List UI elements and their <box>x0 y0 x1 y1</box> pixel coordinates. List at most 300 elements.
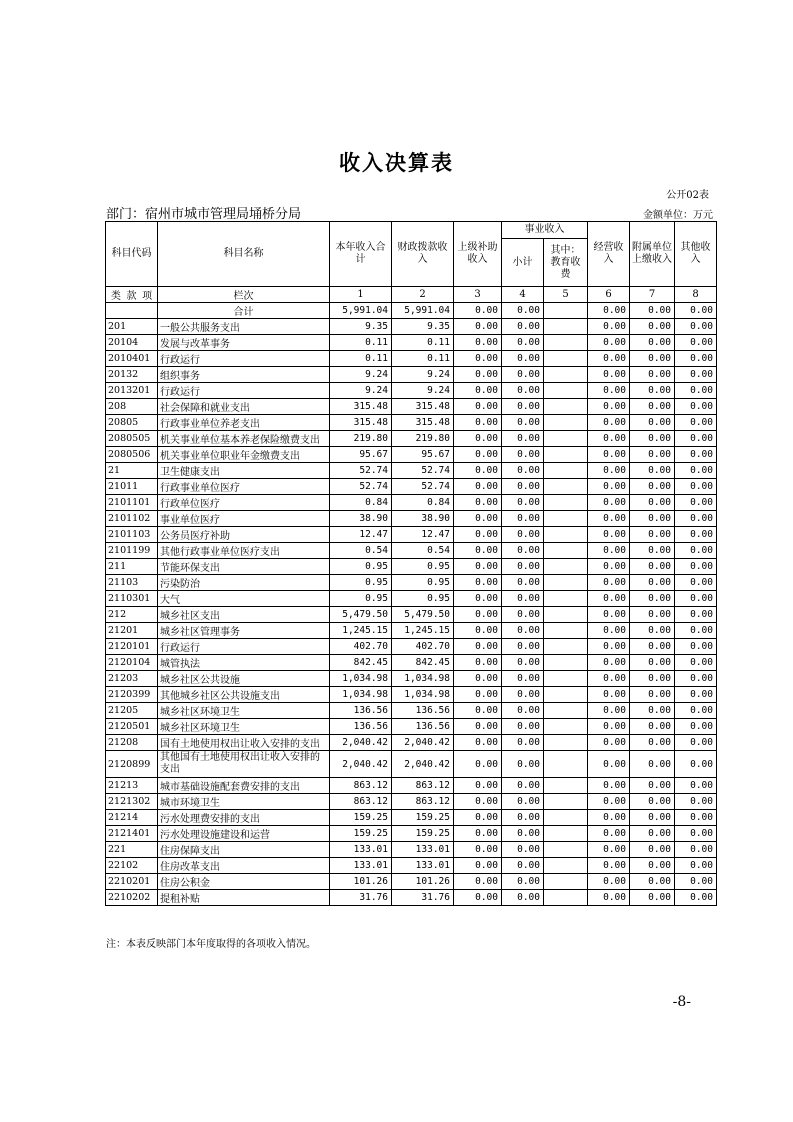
row-name: 城乡社区环境卫生 <box>158 703 330 719</box>
row-other: 0.00 <box>675 351 717 367</box>
row-operating: 0.00 <box>588 351 630 367</box>
row-business-subtotal: 0.00 <box>502 858 544 874</box>
row-fiscal: 863.12 <box>392 794 454 810</box>
row-business-edu <box>544 559 588 575</box>
table-row <box>106 719 717 735</box>
table-row <box>106 623 717 639</box>
row-fiscal: 0.95 <box>392 591 454 607</box>
row-other: 0.00 <box>675 810 717 826</box>
header-lei: 类 <box>110 291 121 302</box>
row-total: 38.90 <box>330 511 392 527</box>
row-fiscal: 2,040.42 <box>392 735 454 751</box>
row-affiliated: 0.00 <box>630 447 675 463</box>
row-name: 住房改革支出 <box>158 858 330 874</box>
row-business-edu <box>544 607 588 623</box>
row-subsidy: 0.00 <box>454 575 502 591</box>
row-other: 0.00 <box>675 858 717 874</box>
row-business-edu <box>544 351 588 367</box>
row-other: 0.00 <box>675 874 717 890</box>
table-row <box>106 751 717 778</box>
row-subsidy: 0.00 <box>454 735 502 751</box>
row-business-subtotal: 0.00 <box>502 826 544 842</box>
row-subsidy: 0.00 <box>454 559 502 575</box>
row-operating: 0.00 <box>588 687 630 703</box>
row-affiliated: 0.00 <box>630 671 675 687</box>
row-affiliated: 0.00 <box>630 495 675 511</box>
row-name: 其他城乡社区公共设施支出 <box>158 687 330 703</box>
row-total: 95.67 <box>330 447 392 463</box>
row-fiscal: 133.01 <box>392 842 454 858</box>
table-body <box>106 303 717 906</box>
table-row <box>106 655 717 671</box>
row-name: 行政运行 <box>158 351 330 367</box>
header-name: 科目名称 <box>158 222 330 287</box>
row-other: 0.00 <box>675 511 717 527</box>
row-other: 0.00 <box>675 527 717 543</box>
row-affiliated: 0.00 <box>630 575 675 591</box>
row-operating: 0.00 <box>588 511 630 527</box>
row-business-subtotal: 0.00 <box>502 495 544 511</box>
row-operating: 0.00 <box>588 495 630 511</box>
row-total: 1,034.98 <box>330 671 392 687</box>
row-affiliated: 0.00 <box>630 335 675 351</box>
total-label: 合计 <box>158 303 330 319</box>
row-subsidy: 0.00 <box>454 543 502 559</box>
row-fiscal: 38.90 <box>392 511 454 527</box>
row-total: 0.11 <box>330 335 392 351</box>
row-affiliated: 0.00 <box>630 719 675 735</box>
row-fiscal: 402.70 <box>392 639 454 655</box>
row-affiliated: 0.00 <box>630 810 675 826</box>
row-business-subtotal: 0.00 <box>502 575 544 591</box>
row-subsidy: 0.00 <box>454 351 502 367</box>
total-value: 5,991.04 <box>330 303 392 319</box>
row-other: 0.00 <box>675 623 717 639</box>
row-fiscal: 219.80 <box>392 431 454 447</box>
row-affiliated: 0.00 <box>630 591 675 607</box>
row-code: 2120399 <box>106 687 158 703</box>
row-business-subtotal: 0.00 <box>502 687 544 703</box>
table-row <box>106 874 717 890</box>
row-code: 2210202 <box>106 890 158 906</box>
col-index: 1 <box>330 287 392 303</box>
row-business-edu <box>544 495 588 511</box>
row-other: 0.00 <box>675 703 717 719</box>
row-affiliated: 0.00 <box>630 874 675 890</box>
row-business-edu <box>544 826 588 842</box>
row-code: 21213 <box>106 778 158 794</box>
row-subsidy: 0.00 <box>454 591 502 607</box>
table-row <box>106 842 717 858</box>
row-subsidy: 0.00 <box>454 794 502 810</box>
row-name: 城市环境卫生 <box>158 794 330 810</box>
row-code: 21103 <box>106 575 158 591</box>
row-name: 城乡社区公共设施 <box>158 671 330 687</box>
total-value: 5,991.04 <box>392 303 454 319</box>
row-total: 0.11 <box>330 351 392 367</box>
row-affiliated: 0.00 <box>630 415 675 431</box>
row-business-subtotal: 0.00 <box>502 751 544 778</box>
row-operating: 0.00 <box>588 890 630 906</box>
row-fiscal: 159.25 <box>392 810 454 826</box>
col-index: 4 <box>502 287 544 303</box>
row-name: 大气 <box>158 591 330 607</box>
row-business-subtotal: 0.00 <box>502 703 544 719</box>
row-business-edu <box>544 794 588 810</box>
page-number: -8- <box>672 994 691 1010</box>
row-other: 0.00 <box>675 655 717 671</box>
row-subsidy: 0.00 <box>454 479 502 495</box>
row-other: 0.00 <box>675 735 717 751</box>
row-subsidy: 0.00 <box>454 623 502 639</box>
row-operating: 0.00 <box>588 826 630 842</box>
row-business-subtotal: 0.00 <box>502 415 544 431</box>
row-subsidy: 0.00 <box>454 639 502 655</box>
row-affiliated: 0.00 <box>630 431 675 447</box>
row-business-subtotal: 0.00 <box>502 874 544 890</box>
col-index: 3 <box>454 287 502 303</box>
row-affiliated: 0.00 <box>630 735 675 751</box>
table-row <box>106 591 717 607</box>
row-total: 315.48 <box>330 415 392 431</box>
row-affiliated: 0.00 <box>630 511 675 527</box>
row-subsidy: 0.00 <box>454 607 502 623</box>
row-total: 2,040.42 <box>330 751 392 778</box>
total-value: 0.00 <box>454 303 502 319</box>
row-other: 0.00 <box>675 842 717 858</box>
row-business-subtotal: 0.00 <box>502 511 544 527</box>
row-business-edu <box>544 335 588 351</box>
row-business-edu <box>544 399 588 415</box>
header-xiang: 项 <box>142 291 153 302</box>
row-name: 城乡社区环境卫生 <box>158 719 330 735</box>
row-business-edu <box>544 671 588 687</box>
row-other: 0.00 <box>675 543 717 559</box>
row-business-subtotal: 0.00 <box>502 479 544 495</box>
row-business-edu <box>544 543 588 559</box>
row-operating: 0.00 <box>588 639 630 655</box>
row-name: 污水处理设施建设和运营 <box>158 826 330 842</box>
row-operating: 0.00 <box>588 623 630 639</box>
row-total: 0.54 <box>330 543 392 559</box>
row-code: 2080506 <box>106 447 158 463</box>
row-operating: 0.00 <box>588 575 630 591</box>
row-operating: 0.00 <box>588 399 630 415</box>
row-code: 2210201 <box>106 874 158 890</box>
row-code: 22102 <box>106 858 158 874</box>
row-other: 0.00 <box>675 431 717 447</box>
row-business-subtotal: 0.00 <box>502 319 544 335</box>
row-name: 机关事业单位基本养老保险缴费支出 <box>158 431 330 447</box>
row-total: 136.56 <box>330 719 392 735</box>
row-business-edu <box>544 511 588 527</box>
row-code: 21205 <box>106 703 158 719</box>
row-name: 公务员医疗补助 <box>158 527 330 543</box>
row-affiliated: 0.00 <box>630 639 675 655</box>
row-subsidy: 0.00 <box>454 335 502 351</box>
row-code: 212 <box>106 607 158 623</box>
row-business-subtotal: 0.00 <box>502 543 544 559</box>
row-name: 行政事业单位医疗 <box>158 479 330 495</box>
page-title: 收入决算表 <box>339 150 454 175</box>
row-name: 行政事业单位养老支出 <box>158 415 330 431</box>
row-operating: 0.00 <box>588 810 630 826</box>
row-fiscal: 133.01 <box>392 858 454 874</box>
row-total: 863.12 <box>330 778 392 794</box>
row-other: 0.00 <box>675 687 717 703</box>
row-total: 9.24 <box>330 383 392 399</box>
row-total: 159.25 <box>330 826 392 842</box>
row-code: 2110301 <box>106 591 158 607</box>
header-kuan: 款 <box>126 291 137 302</box>
row-affiliated: 0.00 <box>630 842 675 858</box>
row-affiliated: 0.00 <box>630 559 675 575</box>
row-other: 0.00 <box>675 335 717 351</box>
table-row <box>106 735 717 751</box>
row-business-subtotal: 0.00 <box>502 383 544 399</box>
col-index: 7 <box>630 287 675 303</box>
total-value: 0.00 <box>630 303 675 319</box>
row-total: 12.47 <box>330 527 392 543</box>
row-business-subtotal: 0.00 <box>502 623 544 639</box>
row-business-edu <box>544 687 588 703</box>
row-subsidy: 0.00 <box>454 511 502 527</box>
row-fiscal: 9.24 <box>392 383 454 399</box>
row-fiscal: 315.48 <box>392 399 454 415</box>
total-value: 0.00 <box>588 303 630 319</box>
row-operating: 0.00 <box>588 543 630 559</box>
row-name: 事业单位医疗 <box>158 511 330 527</box>
row-total: 1,034.98 <box>330 687 392 703</box>
row-total: 315.48 <box>330 399 392 415</box>
row-name: 卫生健康支出 <box>158 463 330 479</box>
row-code: 20132 <box>106 367 158 383</box>
department-label: 部门：宿州市城市管理局埇桥分局 <box>106 207 302 222</box>
row-affiliated: 0.00 <box>630 778 675 794</box>
row-subsidy: 0.00 <box>454 826 502 842</box>
row-total: 5,479.50 <box>330 607 392 623</box>
row-business-edu <box>544 778 588 794</box>
row-code: 20104 <box>106 335 158 351</box>
row-code: 21214 <box>106 810 158 826</box>
row-fiscal: 0.11 <box>392 335 454 351</box>
row-subsidy: 0.00 <box>454 527 502 543</box>
row-affiliated: 0.00 <box>630 858 675 874</box>
row-operating: 0.00 <box>588 431 630 447</box>
row-operating: 0.00 <box>588 874 630 890</box>
row-code: 21203 <box>106 671 158 687</box>
row-operating: 0.00 <box>588 383 630 399</box>
row-name: 城市基础设施配套费安排的支出 <box>158 778 330 794</box>
header-lei-kuan-xiang <box>106 287 158 303</box>
row-business-edu <box>544 463 588 479</box>
row-affiliated: 0.00 <box>630 607 675 623</box>
row-operating: 0.00 <box>588 735 630 751</box>
row-other: 0.00 <box>675 607 717 623</box>
row-fiscal: 1,034.98 <box>392 687 454 703</box>
row-fiscal: 136.56 <box>392 703 454 719</box>
row-affiliated: 0.00 <box>630 794 675 810</box>
row-operating: 0.00 <box>588 607 630 623</box>
row-name: 节能环保支出 <box>158 559 330 575</box>
row-business-subtotal: 0.00 <box>502 591 544 607</box>
row-total: 863.12 <box>330 794 392 810</box>
row-total: 52.74 <box>330 463 392 479</box>
row-name: 污染防治 <box>158 575 330 591</box>
row-business-subtotal: 0.00 <box>502 671 544 687</box>
row-fiscal: 1,245.15 <box>392 623 454 639</box>
header-other: 其他收入 <box>675 222 717 287</box>
row-name: 城乡社区管理事务 <box>158 623 330 639</box>
table-row <box>106 559 717 575</box>
row-fiscal: 0.95 <box>392 559 454 575</box>
table-row <box>106 335 717 351</box>
row-total: 159.25 <box>330 810 392 826</box>
row-fiscal: 315.48 <box>392 415 454 431</box>
row-fiscal: 136.56 <box>392 719 454 735</box>
row-fiscal: 159.25 <box>392 826 454 842</box>
row-subsidy: 0.00 <box>454 671 502 687</box>
row-fiscal: 31.76 <box>392 890 454 906</box>
row-operating: 0.00 <box>588 858 630 874</box>
row-code: 21 <box>106 463 158 479</box>
row-business-edu <box>544 527 588 543</box>
row-business-subtotal: 0.00 <box>502 735 544 751</box>
row-other: 0.00 <box>675 890 717 906</box>
row-affiliated: 0.00 <box>630 367 675 383</box>
row-business-subtotal: 0.00 <box>502 778 544 794</box>
table-row <box>106 463 717 479</box>
table-row <box>106 890 717 906</box>
row-affiliated: 0.00 <box>630 383 675 399</box>
row-affiliated: 0.00 <box>630 399 675 415</box>
row-other: 0.00 <box>675 575 717 591</box>
row-affiliated: 0.00 <box>630 826 675 842</box>
row-fiscal: 842.45 <box>392 655 454 671</box>
row-subsidy: 0.00 <box>454 810 502 826</box>
row-other: 0.00 <box>675 719 717 735</box>
row-code: 2101103 <box>106 527 158 543</box>
col-index: 8 <box>675 287 717 303</box>
table-row <box>106 447 717 463</box>
row-total: 0.95 <box>330 591 392 607</box>
row-affiliated: 0.00 <box>630 527 675 543</box>
row-subsidy: 0.00 <box>454 751 502 778</box>
row-code: 2120101 <box>106 639 158 655</box>
row-fiscal: 95.67 <box>392 447 454 463</box>
row-name: 国有土地使用权出让收入安排的支出 <box>158 735 330 751</box>
row-subsidy: 0.00 <box>454 719 502 735</box>
row-business-subtotal: 0.00 <box>502 335 544 351</box>
row-name: 其他国有土地使用权出让收入安排的支出 <box>158 751 330 778</box>
header-business-edu: 其中：教育收费 <box>544 239 588 287</box>
row-fiscal: 52.74 <box>392 463 454 479</box>
row-total: 31.76 <box>330 890 392 906</box>
row-other: 0.00 <box>675 463 717 479</box>
row-code: 221 <box>106 842 158 858</box>
row-business-edu <box>544 623 588 639</box>
row-total: 219.80 <box>330 431 392 447</box>
form-number: 公开02表 <box>666 190 709 201</box>
row-subsidy: 0.00 <box>454 431 502 447</box>
row-subsidy: 0.00 <box>454 890 502 906</box>
row-subsidy: 0.00 <box>454 367 502 383</box>
row-fiscal: 0.11 <box>392 351 454 367</box>
row-operating: 0.00 <box>588 591 630 607</box>
row-code: 21208 <box>106 735 158 751</box>
table-row <box>106 607 717 623</box>
row-business-edu <box>544 655 588 671</box>
row-code: 208 <box>106 399 158 415</box>
table-row <box>106 687 717 703</box>
row-subsidy: 0.00 <box>454 399 502 415</box>
row-business-subtotal: 0.00 <box>502 794 544 810</box>
row-affiliated: 0.00 <box>630 623 675 639</box>
row-total: 101.26 <box>330 874 392 890</box>
row-affiliated: 0.00 <box>630 479 675 495</box>
row-other: 0.00 <box>675 495 717 511</box>
row-other: 0.00 <box>675 751 717 778</box>
col-index: 6 <box>588 287 630 303</box>
row-code: 2121302 <box>106 794 158 810</box>
row-affiliated: 0.00 <box>630 687 675 703</box>
row-operating: 0.00 <box>588 703 630 719</box>
row-name: 组织事务 <box>158 367 330 383</box>
row-name: 城管执法 <box>158 655 330 671</box>
row-subsidy: 0.00 <box>454 778 502 794</box>
row-other: 0.00 <box>675 591 717 607</box>
row-business-subtotal: 0.00 <box>502 367 544 383</box>
row-operating: 0.00 <box>588 671 630 687</box>
row-operating: 0.00 <box>588 794 630 810</box>
table-row <box>106 399 717 415</box>
row-business-subtotal: 0.00 <box>502 399 544 415</box>
row-total: 136.56 <box>330 703 392 719</box>
row-name: 社会保障和就业支出 <box>158 399 330 415</box>
row-business-edu <box>544 479 588 495</box>
row-business-subtotal: 0.00 <box>502 890 544 906</box>
row-fiscal: 2,040.42 <box>392 751 454 778</box>
row-business-subtotal: 0.00 <box>502 842 544 858</box>
row-affiliated: 0.00 <box>630 655 675 671</box>
row-business-subtotal: 0.00 <box>502 463 544 479</box>
table-row <box>106 826 717 842</box>
row-business-edu <box>544 858 588 874</box>
row-name: 一般公共服务支出 <box>158 319 330 335</box>
row-name: 其他行政事业单位医疗支出 <box>158 543 330 559</box>
row-code: 2101102 <box>106 511 158 527</box>
row-code: 21011 <box>106 479 158 495</box>
row-other: 0.00 <box>675 778 717 794</box>
total-row <box>106 303 717 319</box>
row-operating: 0.00 <box>588 415 630 431</box>
row-operating: 0.00 <box>588 319 630 335</box>
row-code: 2120104 <box>106 655 158 671</box>
row-business-subtotal: 0.00 <box>502 639 544 655</box>
row-code: 2121401 <box>106 826 158 842</box>
row-operating: 0.00 <box>588 367 630 383</box>
table-row <box>106 639 717 655</box>
amount-unit-label: 金额单位：万元 <box>643 210 713 221</box>
row-operating: 0.00 <box>588 527 630 543</box>
row-operating: 0.00 <box>588 463 630 479</box>
row-business-subtotal: 0.00 <box>502 810 544 826</box>
row-name: 住房公积金 <box>158 874 330 890</box>
row-subsidy: 0.00 <box>454 874 502 890</box>
row-total: 0.84 <box>330 495 392 511</box>
row-affiliated: 0.00 <box>630 751 675 778</box>
row-fiscal: 12.47 <box>392 527 454 543</box>
